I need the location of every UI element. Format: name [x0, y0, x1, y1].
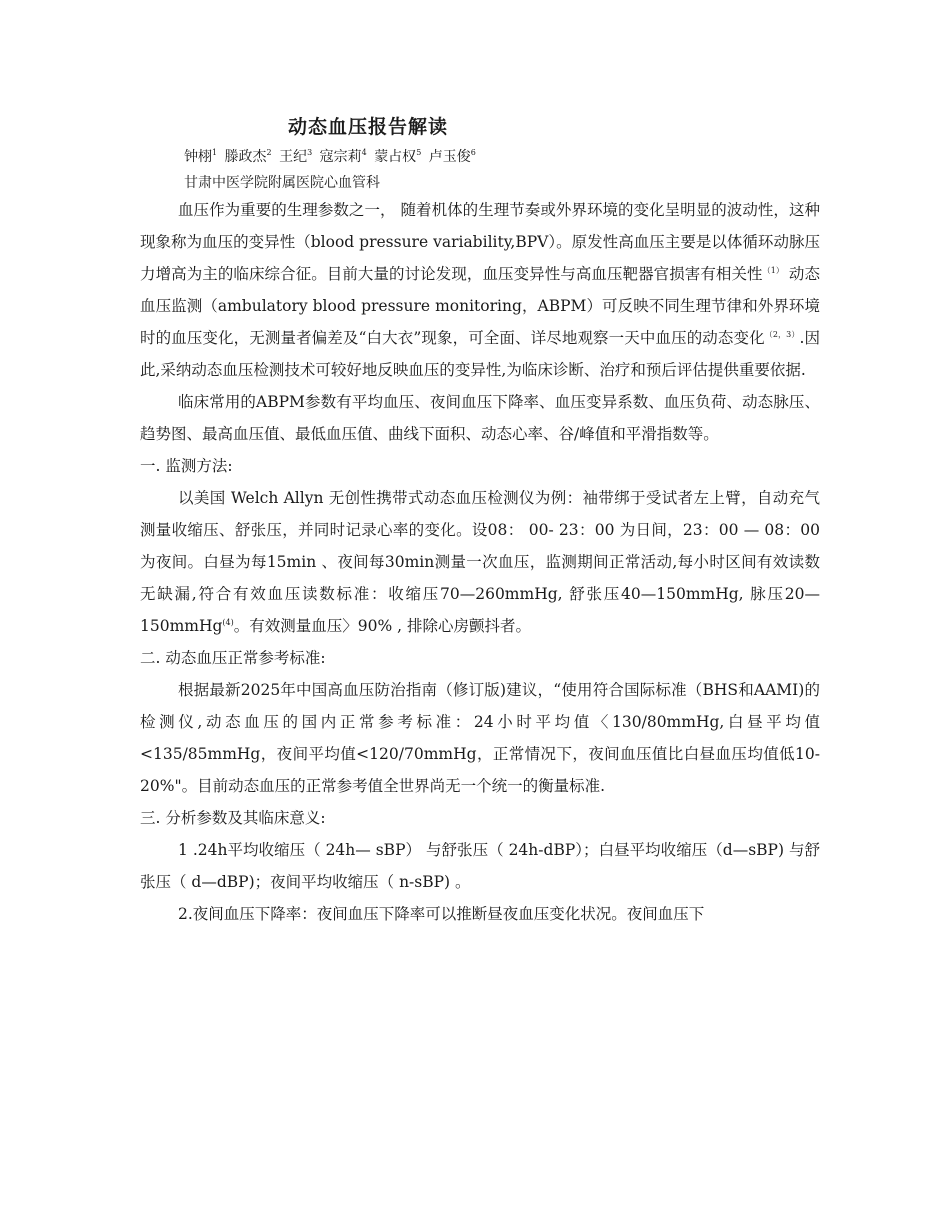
- intro-paragraph: [140, 194, 820, 386]
- affiliation: 甘肃中医学院附属医院心血管科: [184, 175, 380, 191]
- author-mark: 6: [470, 148, 476, 158]
- section-3-heading: 三. 分析参数及其临床意义:: [140, 809, 326, 827]
- intro-text-c: .因此,采纳动态血压检测技术可较好地反映血压的变异性,为临床诊断、治疗和预后评估提供重要依据.: [140, 329, 820, 379]
- author-name: 寇宗莉: [319, 149, 362, 165]
- author-name: 王纪: [279, 149, 308, 165]
- author-name: 滕政杰: [224, 149, 267, 165]
- author-mark: 2: [266, 148, 272, 158]
- params-paragraph: 临床常用的ABPM参数有平均血压、夜间血压下降率、血压变异系数、血压负荷、动态脉压、趋势图、最高血压值、最低血压值、曲线下面积、动态心率、谷/峰值和平滑指数等。: [140, 393, 820, 443]
- section-2-heading: 二. 动态血压正常参考标准:: [140, 649, 326, 667]
- author-list: [184, 146, 820, 168]
- author-mark: 5: [416, 148, 422, 158]
- section-1-paragraph: [140, 482, 820, 642]
- author-name: 蒙占权: [374, 149, 417, 165]
- section-1-heading: 一. 监测方法:: [140, 457, 233, 475]
- section-3-item-2: 2.夜间血压下降率：夜间血压下降率可以推断昼夜血压变化状况。夜间血压下: [178, 905, 705, 923]
- intro-text-a: 血压作为重要的生理参数之一， 随着机体的生理节奏或外界环境的变化呈明显的波动性，这种现象称为血压的变异性（blood pressure variability,BPV）。原发性高血压主要是以体循环动脉压力增高为主的临床综合征。目前大量的讨论发现，血压变异性与高血压靶器官损害有相关性: [140, 201, 820, 283]
- author-mark: 1: [212, 148, 218, 158]
- section-3-item-1: 1 .24h平均收缩压（ 24h— sBP） 与舒张压（ 24h-dBP）；白昼平均收缩压（d—sBP) 与舒张压（ d—dBP)；夜间平均收缩压（ n-sBP) 。: [140, 841, 820, 891]
- author-name: 卢玉俊: [428, 149, 471, 165]
- citation-4: (4): [222, 617, 234, 627]
- intro-text-b: 动态血压监测（ambulatory blood pressure monitoring，ABPM）可反映不同生理节律和外界环境时的血压变化，无测量者偏差及“白大衣”现象，可全面、详尽地观察一天中血压的动态变化: [140, 265, 820, 347]
- author-mark: 3: [307, 148, 313, 158]
- author-mark: 4: [361, 148, 367, 158]
- citation-1: （1）: [762, 265, 784, 275]
- citation-2-3: （2，3）: [764, 329, 800, 339]
- section-2-paragraph: 根据最新2025年中国高血压防治指南（修订版)建议，“使用符合国际标准（BHS和AAMI)的检测仪,动态血压的国内正常参考标准：24小时平均值〈130/80mmHg,白昼平均值<135/85mmHg，夜间平均值<120/70mmHg，正常情况下，夜间血压值比白昼血压均值低10-20%"。目前动态血压的正常参考值全世界尚无一个统一的衡量标准.: [140, 681, 820, 795]
- document-title: 动态血压报告解读: [288, 116, 449, 138]
- author-name: 钟栩: [184, 149, 212, 165]
- section-1-text-b: 。有效测量血压〉90% , 排除心房颤抖者。: [233, 617, 531, 635]
- section-1-text-a: 以美国 Welch Allyn 无创性携带式动态血压检测仪为例：袖带绑于受试者左上臂，自动充气测量收缩压、舒张压，并同时记录心率的变化。设08： 00- 23：00 为日间，23：00 — 08：00 为夜间。白昼为每15min 、夜间每30min测量一次血压，监测期间正常活动,每小时区间有效读数无缺漏,符合有效血压读数标准：收缩压70—260mmHg, 舒张压40—150mmHg, 脉压20—150mmHg: [140, 489, 820, 635]
